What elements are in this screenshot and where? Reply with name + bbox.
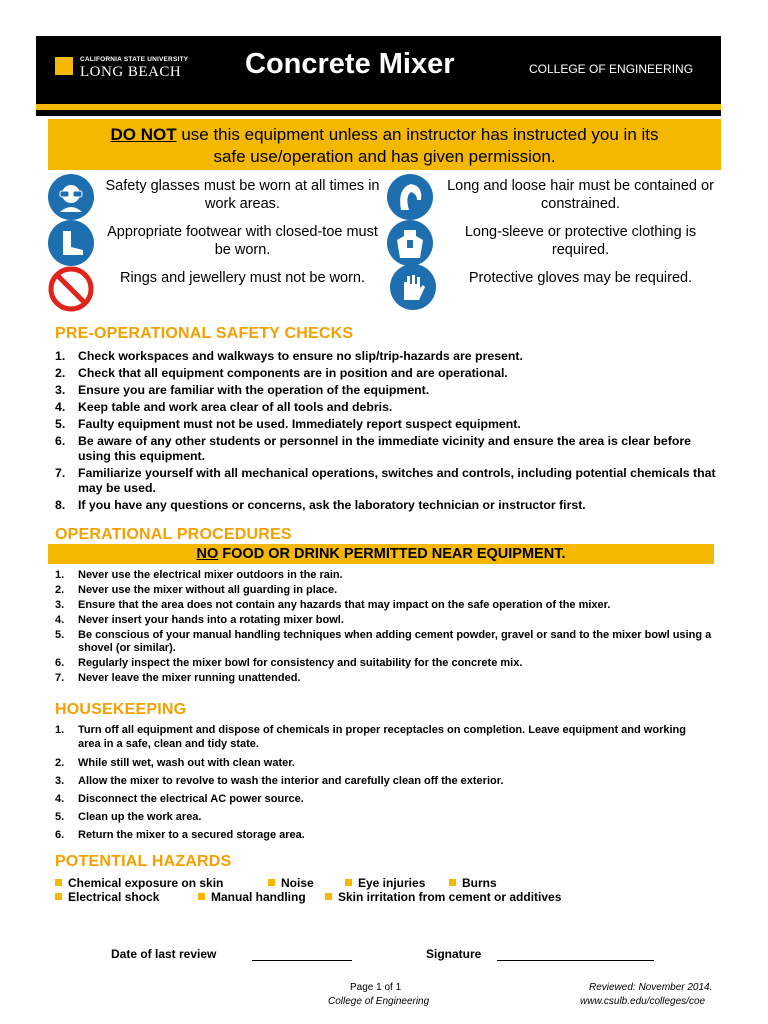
list-item: 2. While still wet, wash out with clean water. xyxy=(55,757,295,769)
list-item: 3. Allow the mixer to revolve to wash the interior and carefully clean off the exterior. xyxy=(55,775,504,787)
reviewed-date: Reviewed: November 2014. xyxy=(589,982,713,993)
list-item: 3. Ensure that the area does not contain any hazards that may impact on the safe operation of the mixer. xyxy=(55,599,611,611)
pre-operational-list xyxy=(55,349,725,513)
housekeeping-list xyxy=(55,723,695,842)
list-item: 5. Clean up the work area. xyxy=(55,811,202,823)
signature-line[interactable] xyxy=(497,960,654,961)
ppe-text-rings: Rings and jewellery must not be worn. xyxy=(119,270,365,286)
warning-box xyxy=(48,119,721,170)
list-item: 7. Never leave the mixer running unattended. xyxy=(55,672,301,684)
hazard-item: Chemical exposure on skin xyxy=(55,876,223,890)
list-item: 6. Return the mixer to a secured storage area. xyxy=(55,829,305,841)
college-url[interactable]: www.csulb.edu/colleges/coe xyxy=(580,996,706,1007)
list-item: 1. Never use the electrical mixer outdoors in the rain. xyxy=(55,569,343,581)
operational-title: OPERATIONAL PROCEDURES xyxy=(55,526,292,543)
ppe-text-clothing: Long-sleeve or protective clothing is required. xyxy=(464,224,697,258)
list-item: 7. Familiarize yourself with all mechanical operations, switches and controls, including potential chemicals that may be used. xyxy=(55,466,716,495)
ppe-text-glasses: Safety glasses must be worn at all times in work areas. xyxy=(105,178,380,212)
list-item: 8. If you have any questions or concerns, ask the laboratory technician or instructor first. xyxy=(55,498,586,512)
protective-clothing-icon xyxy=(387,220,433,266)
hazard-item: Manual handling xyxy=(198,890,306,904)
safety-glasses-icon xyxy=(48,174,94,220)
hazard-item: Noise xyxy=(268,876,314,890)
list-item: 6. Regularly inspect the mixer bowl for consistency and suitability for the concrete mix. xyxy=(55,657,523,669)
review-date-line[interactable] xyxy=(252,960,352,961)
list-item: 4. Never insert your hands into a rotating mixer bowl. xyxy=(55,614,344,626)
page-title: Concrete Mixer xyxy=(245,48,455,80)
footer-college: College of Engineering xyxy=(328,996,430,1007)
ppe-text-footwear: Appropriate footwear with closed-toe must be worn. xyxy=(107,224,378,258)
list-item: 6. Be aware of any other students or personnel in the immediate vicinity and ensure the area is clear before using this equipment. xyxy=(55,434,691,463)
list-item: 3. Ensure you are familiar with the operation of the equipment. xyxy=(55,383,430,397)
college-name: COLLEGE OF ENGINEERING xyxy=(529,62,694,76)
no-food-banner: NO FOOD OR DRINK PERMITTED NEAR EQUIPMENT. xyxy=(48,544,714,564)
hazard-item: Burns xyxy=(449,876,497,890)
operational-list xyxy=(55,569,715,685)
list-item: 1. Check workspaces and walkways to ensure no slip/trip-hazards are present. xyxy=(55,349,523,363)
list-item: 4. Disconnect the electrical AC power source. xyxy=(55,793,304,805)
warning-line1: use this equipment unless an instructor has instructed you in its xyxy=(176,125,659,144)
warning-line2: safe use/operation and has given permission. xyxy=(213,147,556,166)
safety-boot-icon xyxy=(48,220,94,266)
page-number: Page 1 of 1 xyxy=(350,982,402,993)
ppe-text-hair: Long and loose hair must be contained or constrained. xyxy=(447,178,714,212)
housekeeping-title: HOUSEKEEPING xyxy=(55,701,187,718)
gloves-icon xyxy=(390,264,436,310)
pre-operational-title: PRE-OPERATIONAL SAFETY CHECKS xyxy=(55,325,354,342)
warning-emphasis: DO NOT xyxy=(110,125,177,144)
list-item: 4. Keep table and work area clear of all tools and debris. xyxy=(55,400,393,414)
university-logo xyxy=(55,57,73,75)
list-item: 5. Faulty equipment must not be used. Immediately report suspect equipment. xyxy=(55,417,521,431)
list-item: 5. Be conscious of your manual handling techniques when adding cement powder, gravel or sand to the mixer bowl using a shovel (or similar). xyxy=(55,629,712,654)
hazard-item: Electrical shock xyxy=(55,890,159,904)
ppe-text-gloves: Protective gloves may be required. xyxy=(468,270,693,286)
hazard-item: Skin irritation from cement or additives xyxy=(325,890,561,904)
header-gold-stripe xyxy=(36,104,721,110)
list-item: 1. Turn off all equipment and dispose of chemicals in proper receptacles on completion. Leave equipment and working area in a safe, clean and tidy state. xyxy=(55,724,686,750)
signature-label: Signature xyxy=(426,947,482,961)
long-hair-icon xyxy=(387,174,433,220)
list-item: 2. Never use the mixer without all guarding in place. xyxy=(55,584,338,596)
logo-university-name: CALIFORNIA STATE UNIVERSITY xyxy=(80,56,189,63)
review-date-label: Date of last review xyxy=(111,947,217,961)
logo-campus-name: LONG BEACH xyxy=(80,64,182,80)
list-item: 2. Check that all equipment components are in position and are operational. xyxy=(55,366,508,380)
hazards-title: POTENTIAL HAZARDS xyxy=(55,853,232,870)
header-bar xyxy=(36,36,721,116)
no-rings-icon xyxy=(48,266,94,312)
hazard-item: Eye injuries xyxy=(345,876,425,890)
